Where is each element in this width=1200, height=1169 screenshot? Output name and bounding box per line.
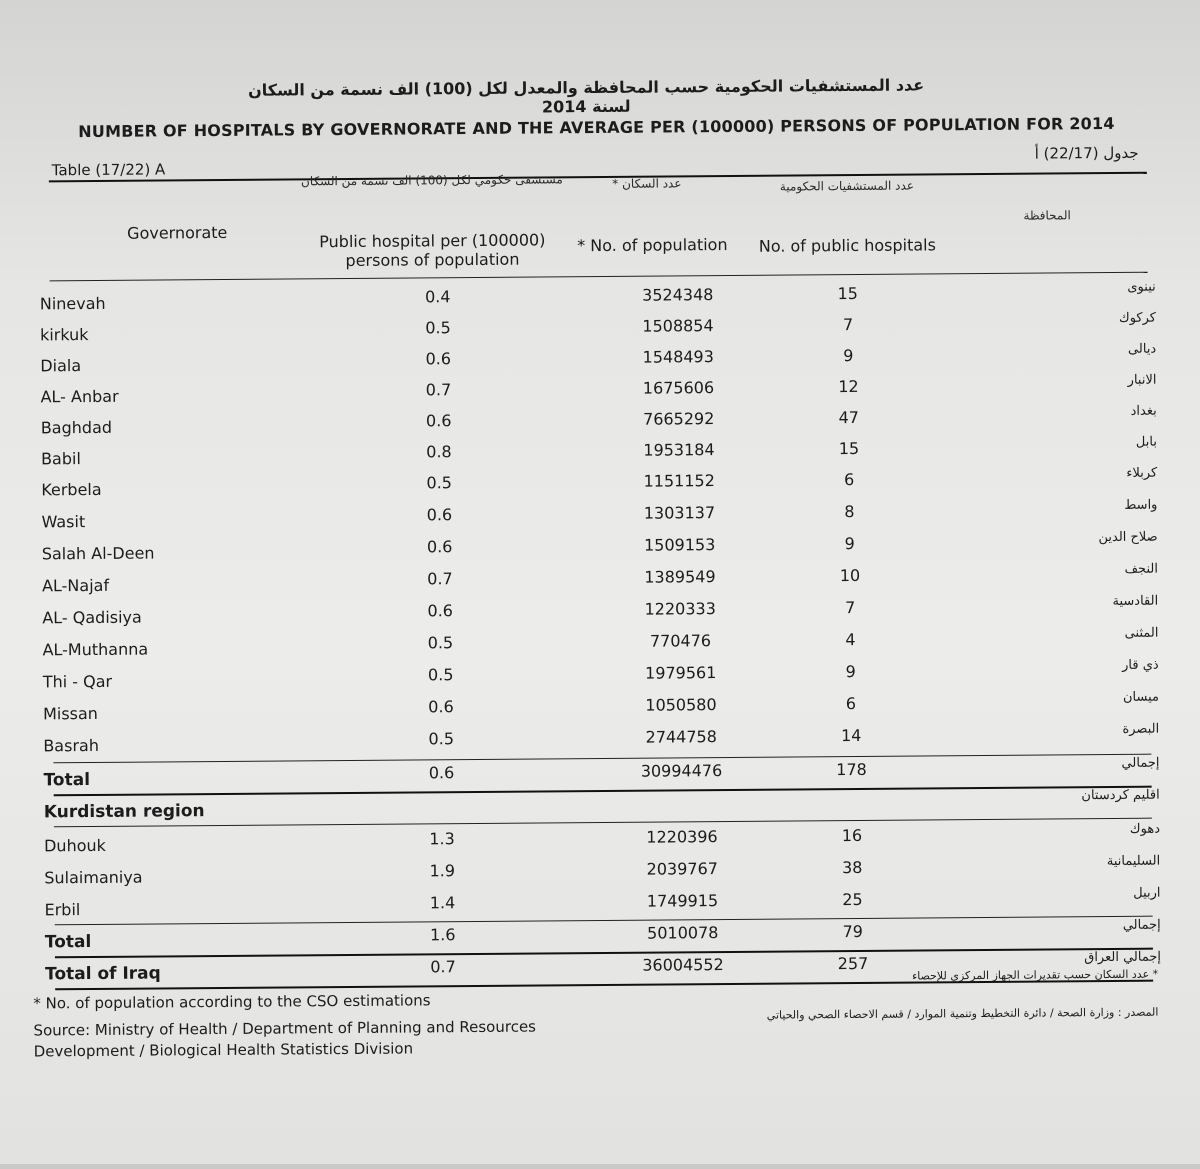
population-value: 1050580 (645, 695, 717, 715)
population-value: 1220396 (646, 827, 718, 847)
header-hospitals-ar: عدد المستشفيات الحكومية (779, 178, 915, 194)
hospital-count: 6 (845, 693, 857, 714)
hospital-rate: 0.6 (425, 411, 452, 431)
hospital-rate: 0.5 (426, 473, 453, 493)
hospital-rate: 0.6 (426, 505, 453, 525)
governorate-name: Babil (40, 449, 81, 469)
hospital-count: 47 (838, 407, 859, 428)
hospital-rate: 0.5 (427, 665, 454, 685)
governorate-name-ar: القادسية (1112, 593, 1159, 609)
hospital-rate: 0.7 (425, 380, 452, 400)
hospital-rate: 1.6 (429, 925, 456, 945)
source-ar: المصدر : وزارة الصحة / دائرة التخطيط وتنمية الموارد / قسم الاحصاء الصحي والحياتي (766, 1005, 1159, 1022)
hospital-count: 15 (837, 283, 859, 304)
governorate-name-ar: النجف (1124, 561, 1158, 577)
region-name-ar: اقليم كردستان (1081, 787, 1160, 804)
hospital-rate: 0.7 (430, 957, 456, 977)
hospital-rate: 0.6 (428, 763, 455, 783)
population-value: 7665292 (643, 409, 715, 429)
hospital-count: 257 (837, 953, 869, 974)
header-governorate-ar: المحافظة (1023, 208, 1071, 223)
hospital-count: 9 (843, 346, 854, 366)
population-value: 3524348 (642, 285, 714, 305)
governorate-name-ar: صلاح الدين (1098, 529, 1158, 546)
hospital-count: 79 (842, 921, 864, 942)
hospital-rate: 0.6 (427, 601, 454, 621)
governorate-name: AL- Qadisiya (42, 607, 142, 628)
governorate-name-ar: إجمالي (1121, 755, 1160, 771)
hospital-rate: 0.6 (428, 697, 454, 717)
hospital-rate: 0.5 (425, 318, 451, 338)
hospital-rate: 1.9 (429, 861, 456, 881)
header-rate-en: Public hospital per (100000) persons of population (319, 230, 546, 270)
table-id-english: Table (17/22) A (51, 160, 166, 180)
hospital-count: 6 (844, 469, 855, 490)
governorate-name: Missan (42, 703, 98, 724)
hospital-rate: 0.7 (427, 569, 453, 589)
governorate-name-ar: بغداد (1130, 403, 1157, 419)
governorate-name-ar: دهوك (1129, 821, 1161, 837)
hospital-count: 25 (842, 889, 863, 910)
population-value: 1509153 (644, 535, 716, 555)
population-value: 1675606 (642, 378, 715, 398)
population-value: 36004552 (642, 955, 724, 975)
population-value: 5010078 (647, 923, 719, 943)
hospital-count: 178 (836, 759, 867, 780)
population-value: 2039767 (646, 859, 718, 879)
governorate-name-ar: نينوى (1127, 279, 1156, 295)
governorate-name: Total (43, 770, 91, 791)
governorate-name: AL-Muthanna (42, 639, 149, 660)
population-footnote-en: * No. of population according to the CSO estimations (33, 991, 431, 1013)
hospital-count: 12 (838, 376, 859, 397)
hospital-count: 14 (840, 725, 862, 746)
governorate-name-ar: البصرة (1122, 721, 1160, 737)
header-governorate-en: Governorate (127, 222, 228, 243)
hospital-rate: 0.5 (428, 729, 455, 749)
hospital-count: 10 (839, 565, 861, 586)
title-english: NUMBER OF HOSPITALS BY GOVERNORATE AND THE AVERAGE PER (100000) PERSONS OF POPULATION FOR 2014 (78, 113, 1115, 142)
region-name: Kurdistan region (43, 801, 205, 823)
table-id-arabic: جدول (22/17) أ (1034, 143, 1139, 163)
population-value: 1548493 (642, 347, 714, 367)
population-value: 1303137 (643, 503, 716, 523)
hospital-rate: 1.3 (429, 829, 455, 849)
governorate-name: Basrah (43, 735, 99, 756)
governorate-name-ar: إجمالي العراق (1084, 949, 1162, 966)
governorate-name-ar: كربلاء (1126, 465, 1158, 481)
governorate-name: Duhouk (43, 835, 106, 856)
governorate-name-ar: كركوك (1118, 310, 1157, 326)
hospital-rate: 0.6 (425, 349, 452, 369)
governorate-name-ar: المثنى (1124, 625, 1159, 641)
hospital-count: 4 (845, 629, 856, 650)
population-value: 1979561 (645, 663, 717, 683)
governorate-name: Ninevah (39, 293, 106, 314)
hospital-rate: 0.5 (427, 633, 454, 653)
governorate-name: Total of Iraq (45, 963, 161, 985)
governorate-name: AL- Anbar (40, 386, 119, 407)
population-value: 1389549 (644, 567, 716, 587)
governorate-name: Salah Al-Deen (41, 543, 155, 564)
population-value: 2744758 (645, 727, 717, 747)
population-value: 1749915 (646, 891, 719, 911)
header-population-ar: عدد السكان * (612, 176, 682, 191)
header-rate-ar: مستشفى حكومي لكل (100) الف نسمة من السكان (300, 172, 563, 189)
source-en-line2: Development / Biological Health Statistics Division (33, 1039, 414, 1061)
governorate-name: Diala (40, 356, 82, 376)
governorate-name-ar: ذي قار (1122, 657, 1159, 673)
hospital-rate: 1.4 (429, 893, 456, 913)
governorate-name-ar: ميسان (1122, 689, 1159, 705)
governorate-name-ar: بابل (1135, 434, 1157, 450)
governorate-name: kirkuk (39, 325, 89, 345)
hospital-rate: 0.6 (426, 537, 453, 557)
governorate-name: AL-Najaf (41, 575, 110, 596)
header-bottom-rule (50, 272, 1148, 282)
hospital-count: 9 (845, 661, 856, 682)
population-value: 770476 (649, 631, 712, 651)
population-value: 30994476 (640, 761, 723, 781)
governorate-name: Erbil (44, 900, 81, 920)
hospital-count: 16 (841, 825, 863, 846)
hospital-rate: 0.4 (424, 287, 451, 307)
governorate-name: Sulaimaniya (44, 867, 143, 888)
governorate-name: Kerbela (41, 479, 102, 500)
hospital-count: 38 (842, 857, 863, 878)
hospital-count: 7 (842, 315, 854, 335)
governorate-name-ar: الانبار (1127, 372, 1157, 388)
hospital-count: 15 (838, 438, 860, 459)
header-hospitals-en: No. of public hospitals (758, 235, 936, 256)
hospital-rate: 0.8 (426, 442, 452, 462)
governorate-name: Baghdad (40, 417, 113, 438)
title-arabic: عدد المستشفيات الحكومية حسب المحافظة والمعدل لكل (100) الف نسمة من السكان لسنة 2014 (247, 75, 925, 117)
governorate-name-ar: إجمالي (1122, 917, 1161, 933)
hospital-count: 8 (844, 501, 855, 522)
governorate-name-ar: ديالى (1127, 341, 1157, 357)
governorate-name-ar: واسط (1124, 497, 1158, 513)
governorate-name: Wasit (41, 512, 86, 532)
population-value: 1953184 (643, 440, 715, 460)
governorate-name-ar: اربيل (1133, 885, 1161, 901)
hospital-count: 9 (844, 533, 855, 554)
governorate-name: Total (44, 932, 92, 953)
governorate-name-ar: السليمانية (1106, 853, 1161, 870)
source-en-line1: Source: Ministry of Health / Department of Planning and Resources (33, 1017, 537, 1040)
population-value: 1220333 (644, 599, 716, 619)
header-population-en: * No. of population (577, 234, 728, 256)
population-value: 1151152 (643, 471, 715, 491)
hospital-count: 7 (845, 597, 856, 618)
population-footnote-ar: * عدد السكان حسب تقديرات الجهاز المركزي للإحصاء (911, 967, 1159, 983)
population-value: 1508854 (642, 316, 714, 336)
governorate-name: Thi - Qar (42, 671, 113, 692)
